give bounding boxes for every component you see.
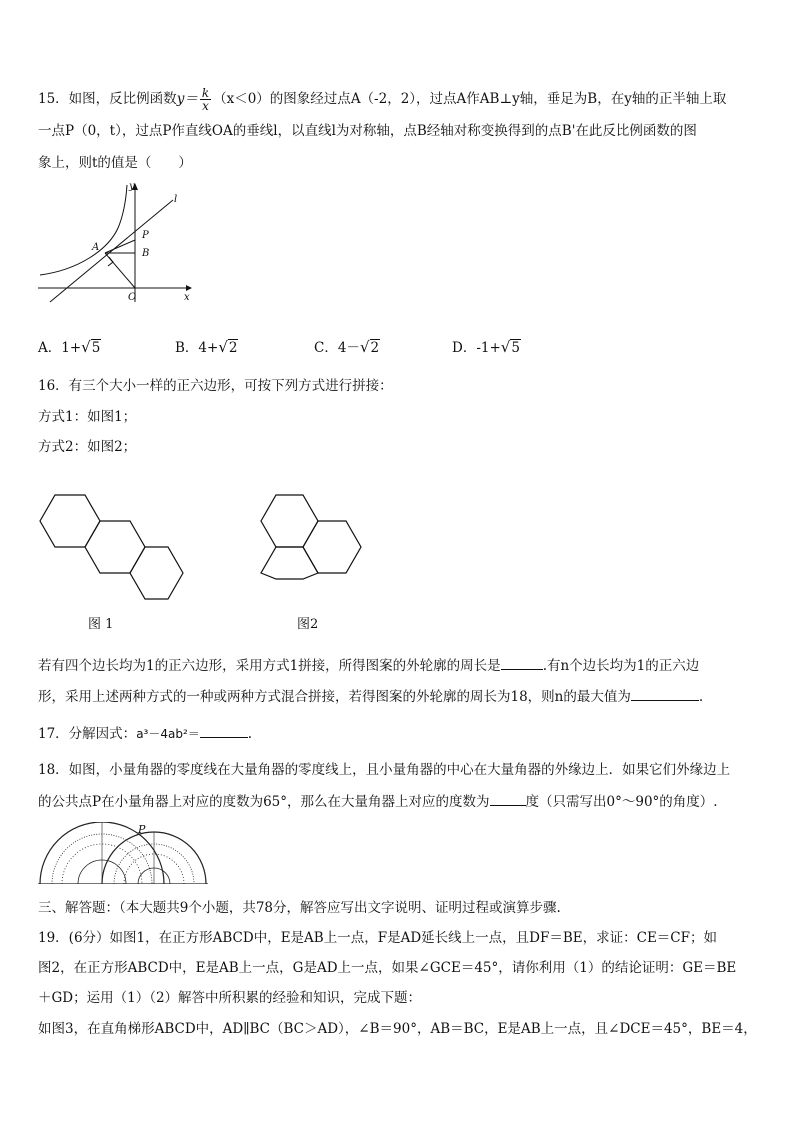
q16-line-5: 形，采用上述两种方式的一种或两种方式混合拼接，若得图案的外轮廓的周长为18，则n的最大值为 .: [38, 686, 703, 707]
section-3-title: 三、解答题：（本大题共9个小题，共78分，解答应写出文字说明、证明过程或演算步骤.: [38, 900, 561, 916]
q16-line-3: 方式2：如图2；: [38, 439, 137, 455]
fraction-k-over-x: $\frac{k}{x}$: [201, 86, 210, 113]
right-angle-mark: [108, 257, 113, 266]
label-y: y: [129, 181, 135, 192]
q19-line-4: 如图3，在直角梯形ABCD中，AD∥BC（BC＞AD），∠B＝90°，AB＝BC，E是AB上一点，且∠DCE＝45°，BE＝4，: [38, 1021, 757, 1037]
q19-line-1: 19．(6分）如图1，在正方形ABCD中，E是AB上一点，F是AD延长线上一点，且DF＝BE，求证：CE＝CF；如: [38, 930, 718, 946]
protractor-figure: [38, 822, 208, 888]
option-c: C．4－√2: [314, 338, 380, 356]
caption-figure-2: 图2: [297, 617, 319, 632]
hexagon: [261, 495, 318, 547]
q16-line-1: 16．有三个大小一样的正六边形，可按下列方式进行拼接：: [38, 378, 393, 394]
q17-line: 17．分解因式：a³－4ab²＝ .: [38, 723, 252, 744]
q15-line-1: 15．如图，反比例函数y＝ $\frac{k}{x}$ （x＜0）的图象经过点A（-2，2），过点A作AB⊥y轴，垂足为B，在y轴的正半轴上取: [38, 86, 727, 113]
label-b: B: [142, 248, 150, 259]
label-p: P: [142, 230, 149, 241]
line-l: [50, 200, 173, 302]
hexagon-figure-2: [258, 495, 368, 580]
caption-figure-1: 图 1: [88, 617, 114, 632]
q15-line-3: 象上，则t的值是（ ）: [38, 155, 192, 171]
hyperbola-curve: [40, 185, 127, 275]
q16-line-4: 若有四个边长均为1的正六边形，采用方式1拼接，所得图案的外轮廓的周长是 .有n个边长均为1的正六边: [38, 655, 699, 676]
label-l: l: [174, 194, 178, 205]
label-p: P: [138, 823, 146, 836]
answer-blank[interactable]: [200, 723, 248, 738]
answer-blank[interactable]: [631, 686, 699, 701]
label-x: x: [184, 292, 190, 303]
hexagon: [40, 495, 100, 547]
answer-blank[interactable]: [490, 791, 526, 806]
q16-line-2: 方式1：如图1；: [38, 409, 137, 425]
hexagon-figure-1: [38, 495, 188, 607]
hexagon: [303, 521, 361, 573]
hexagon: [85, 521, 145, 573]
q18-line-1: 18．如图，小量角器的零度线在大量角器的零度线上，且小量角器的中心在大量角器的外缘边上．如果它们外缘边上: [38, 762, 731, 778]
hexagon: [261, 547, 318, 579]
option-d: D．-1+√5: [452, 338, 520, 356]
label-o: O: [128, 292, 137, 303]
q15-figure: [38, 180, 198, 305]
q19-line-2: 图2，在正方形ABCD中，E是AB上一点，G是AD上一点，如果∠GCE＝45°，请你利用（1）的结论证明：GE＝BE: [38, 960, 737, 976]
q19-line-3: ＋GD；运用（1）（2）解答中所积累的经验和知识，完成下题：: [38, 990, 422, 1006]
option-b: B．4+√2: [175, 338, 238, 356]
option-a: A．1+√5: [38, 338, 101, 356]
hexagon: [130, 547, 183, 599]
q15-line-2: 一点P（0，t），过点P作直线OA的垂线l，以直线l为对称轴，点B经轴对称变换得到的点B'在此反比例函数的图: [38, 123, 697, 139]
label-a: A: [92, 242, 100, 253]
q18-line-2: 的公共点P在小量角器上对应的度数为65°，那么在大量角器上对应的度数为 度（只需写出0°～90°的角度）.: [38, 791, 718, 812]
answer-blank[interactable]: [501, 655, 543, 670]
